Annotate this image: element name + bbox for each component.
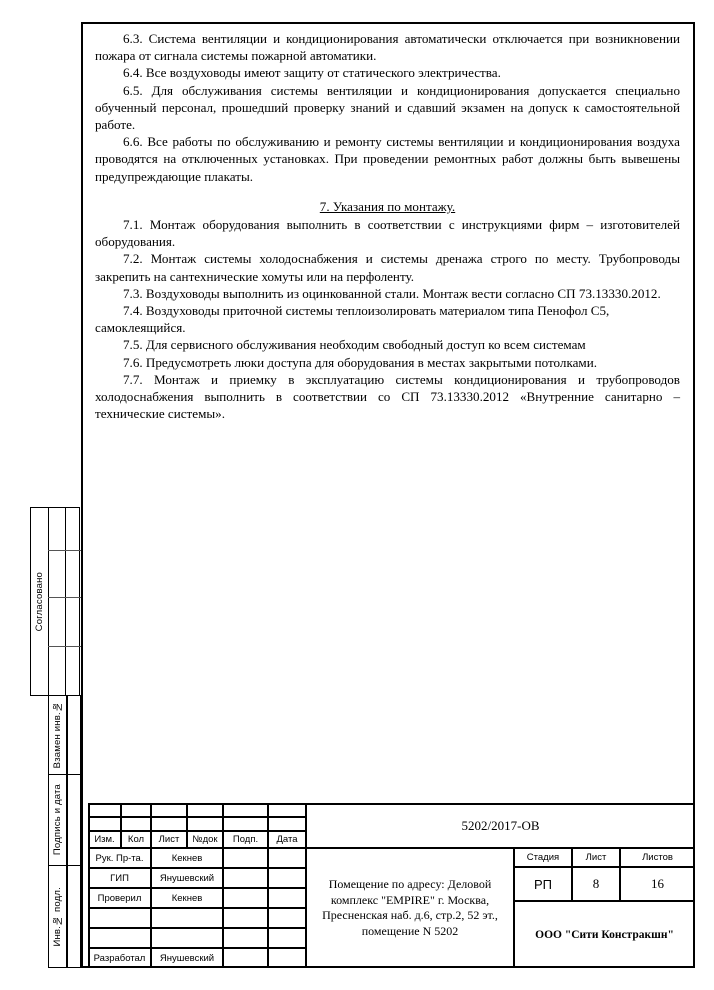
paragraph-7-2: 7.2. Монтаж системы холодоснабжения и системы дренажа строго по месту. Трубопроводы закрепить на сантехнические хомуты или на перфоленту. [95, 251, 680, 284]
margin-soglasovano-divider-2 [48, 597, 81, 598]
margin-soglasovano-divider-1 [48, 550, 81, 551]
margin-label-podpis-i-data [48, 774, 67, 866]
margin-podpis-col [67, 774, 82, 866]
margin-label-vzamen-inv [48, 695, 67, 775]
role-name-razrabotal: Янушевский [151, 948, 223, 968]
object-name-line-1: Помещение по адресу: Деловой [328, 877, 492, 891]
section-heading-7 [95, 185, 680, 216]
revision-header-data: Дата [268, 831, 306, 848]
margin-label-soglasovano [30, 507, 49, 696]
stage-header: Стадия [514, 848, 572, 867]
paragraph-6-3: 6.3. Система вентиляции и кондиционирования автоматически отключается при возникновении пожара от сигнала системы пожарной автоматики. [95, 31, 680, 64]
margin-label-inv-podl-text: Инв.№ подл. [52, 886, 64, 947]
title-block-outer-border [88, 803, 695, 968]
paragraph-6-4: 6.4. Все воздуховоды имеют защиту от статического электричества. [123, 65, 501, 81]
role-label-ruk-prta: Рук. Пр-та. [88, 848, 151, 868]
role-label-proveril: Проверил [88, 888, 151, 908]
margin-label-podpis-i-data-text: Подпись и дата [52, 784, 64, 856]
role-label-gip: ГИП [88, 868, 151, 888]
margin-vzamen-col [67, 695, 82, 775]
sheet-header: Лист [572, 848, 620, 867]
object-name-line-4: помещение N 5202 [361, 923, 459, 938]
role-label-razrabotal: Разработал [88, 948, 151, 968]
organization-cell: ООО "Сити Констракшн" [514, 901, 695, 968]
object-name-line-3: Пресненская наб. д.6, стр.2, 52 эт., [322, 908, 498, 922]
revision-header-kol: Кол [121, 831, 151, 848]
paragraph-6-6: 6.6. Все работы по обслуживанию и ремонту системы вентиляции и кондиционирования воздуха проводятся на отключенных установках. При проведении ремонтных работ должны быть вывешены предупреждающие плакаты. [95, 134, 680, 184]
margin-soglasovano-divider-3 [48, 646, 81, 647]
revision-header-izm: Изм. [88, 831, 121, 848]
revision-header-ndok: №док [187, 831, 223, 848]
margin-label-vzamen-inv-text: Взамен инв.№ [52, 701, 64, 769]
section-heading-7-text: 7. Указания по монтажу. [319, 198, 456, 214]
paragraph-7-3: 7.3. Воздуховоды выполнить из оцинкованной стали. Монтаж вести согласно СП 73.13330.2012. [123, 285, 661, 301]
paragraph-7-5: 7.5. Для сервисного обслуживания необходим свободный доступ ко всем системам [123, 337, 586, 353]
paragraph-7-7: 7.7. Монтаж и приемку в эксплуатацию системы кондиционирования и трубопроводов холодоснабжения выполнить в соответствии со СП 73.13330.2012 «Внутренние санитарно – технические системы». [95, 371, 680, 422]
paragraph-7-1: 7.1. Монтаж оборудования выполнить в соответствии с инструкциями фирм – изготовителей оборудования. [95, 217, 680, 250]
sheets-value: 16 [620, 867, 695, 901]
sheet-value: 8 [572, 867, 620, 901]
role-name-ruk-prta: Кекнев [151, 848, 223, 868]
margin-soglasovano-col-2 [65, 507, 80, 696]
revision-header-podp: Подп. [223, 831, 268, 848]
document-number-cell: 5202/2017-ОВ [306, 803, 695, 848]
margin-inv-podl-col [67, 865, 82, 968]
title-block [88, 803, 695, 968]
margin-label-inv-podl [48, 865, 67, 968]
paragraph-7-4: 7.4. Воздуховоды приточной системы теплоизолировать материалом типа Пенофол С5, самоклеящийся. [95, 303, 610, 336]
margin-soglasovano-col-1 [48, 507, 66, 696]
sheets-header: Листов [620, 848, 695, 867]
role-name-proveril: Кекнев [151, 888, 223, 908]
document-body [95, 30, 680, 422]
margin-label-soglasovano-text: Согласовано [34, 571, 45, 632]
object-name-line-2: комплекс "EMPIRE" г. Москва, [330, 892, 490, 907]
role-name-gip: Янушевский [151, 868, 223, 888]
stage-value: РП [514, 867, 572, 901]
paragraph-6-5: 6.5. Для обслуживания системы вентиляции и кондиционирования допускается специально обученный персонал, прошедший проверку знаний и сдавший экзамен на допуск к самостоятельной работе. [95, 82, 680, 133]
revision-header-list: Лист [151, 831, 187, 848]
paragraph-7-6: 7.6. Предусмотреть люки доступа для оборудования в местах закрытыми потолками. [123, 354, 597, 370]
